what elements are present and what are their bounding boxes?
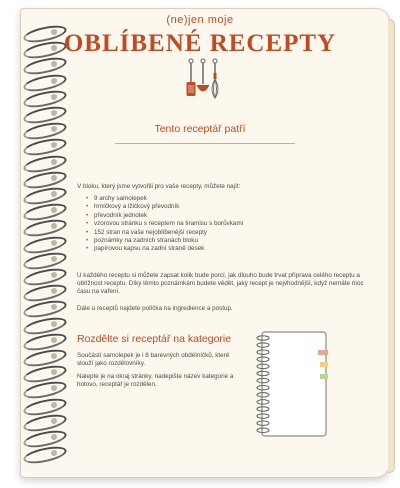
binding-hole	[51, 337, 57, 343]
binding-hole	[51, 110, 57, 116]
mini-notebook-illustration	[254, 330, 330, 438]
binding-hole	[51, 418, 57, 424]
binding-hole	[51, 321, 57, 327]
list-item: • hrníčkový a lžičkový převodník	[86, 203, 243, 211]
binding-hole	[51, 94, 57, 100]
spiral-binding-icon	[21, 27, 65, 467]
owner-label: Tento receptář patří	[154, 123, 246, 135]
binding-hole	[51, 159, 57, 165]
binding-hole	[51, 256, 57, 262]
intro-text: V bloku, který jsme vytvořili pro vaše recepty, můžete najít:	[77, 183, 241, 190]
binding-hole	[51, 240, 57, 246]
binding-hole	[51, 175, 57, 181]
list-item: • převodník jednotek	[86, 212, 243, 220]
kitchen-utensils-icon	[183, 58, 223, 102]
list-item: • vzorovou stránku s receptem na tiramisu s borůvkami	[86, 220, 243, 228]
ingredients-paragraph: Dále u receptů najdete políčka na ingredience a postup.	[77, 305, 233, 312]
binding-hole	[51, 191, 57, 197]
header-subtitle: (ne)jen moje	[166, 14, 234, 26]
list-item: • poznámky na zadních stranách bloku	[86, 237, 243, 245]
binding-hole	[51, 272, 57, 278]
owner-underline	[115, 143, 295, 144]
page-title: OBLÍBENÉ RECEPTY	[63, 30, 337, 57]
stickers-paragraph: Součástí samolepek je i 8 barevných obdélníčků, které slouží jako rozdělovníky.	[77, 352, 230, 368]
section-title: Rozdělte si receptář na kategorie	[77, 333, 232, 345]
feature-list	[86, 195, 243, 254]
binding-hole	[51, 353, 57, 359]
notes-paragraph: U každého receptu si můžete zapsat kolik bude porcí, jak dlouho bude trvat příprava celého receptu a obtížnost receptu. Díky těmto poznámkám budete vědět, jaký recept je nejvhodnější, když nemáte moc času na vaření.	[77, 272, 364, 296]
binding-hole	[51, 434, 57, 440]
list-item: • 152 stran na vaše nejoblíbenější recepty	[86, 229, 243, 237]
binding-hole	[51, 402, 57, 408]
list-item: • 9 archy samolepek	[86, 195, 243, 203]
page-edge	[388, 19, 395, 473]
binding-hole	[51, 78, 57, 84]
list-item: • papírovou kapsu na zadní straně desek	[86, 245, 243, 253]
labels-paragraph: Nalepte je na okraj stránky, nadepište název kategorie a hotovo, receptář je rozdělen.	[77, 373, 234, 389]
spiral-coil	[22, 444, 68, 467]
